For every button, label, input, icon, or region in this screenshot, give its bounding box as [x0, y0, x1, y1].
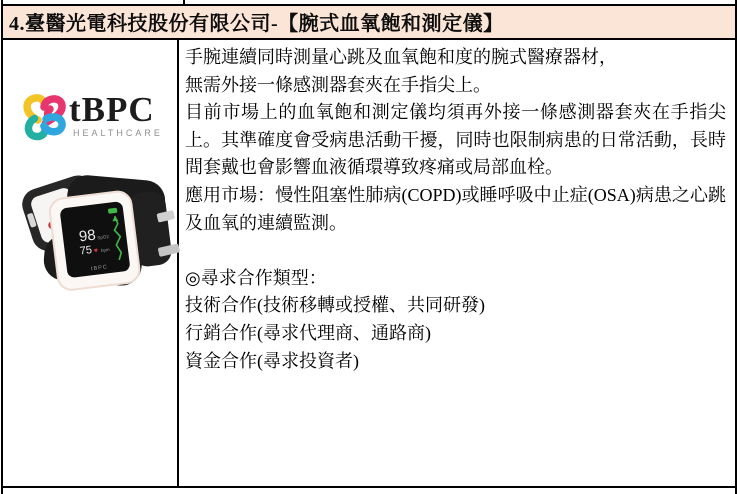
- text-line: 無需外接一條感測器套夾在手指尖上。: [185, 74, 491, 95]
- table-header-row: [3, 4, 735, 40]
- text-line: 及血氧的連續監測。: [185, 212, 347, 233]
- company-logo: [17, 88, 167, 183]
- cooperation-item: 資金合作(尋求投資者): [185, 350, 359, 371]
- spo2-value: 98: [78, 226, 97, 246]
- logo-subtitle-text: HEALTHCARE: [73, 128, 163, 138]
- heart-icon: ♥: [93, 246, 99, 255]
- device-photo: [15, 170, 183, 292]
- pulse-value: 75: [79, 244, 93, 258]
- description-cell: [179, 40, 735, 486]
- header-title: 4.臺醫光電科技股份有限公司-【腕式血氧飽和測定儀】: [9, 12, 504, 35]
- cooperation-heading: ◎尋求合作類型：: [185, 267, 327, 288]
- spo2-unit-label: SpO2: [97, 233, 110, 241]
- logo-brand-text: tBPC: [69, 90, 155, 129]
- cooperation-item: 技術合作(技術移轉或授權、共同研發): [185, 295, 485, 316]
- text-line: 應用市場：慢性阻塞性肺病(COPD)或睡呼吸中止症(OSA)病患之心跳: [185, 184, 726, 205]
- table-body-row: [3, 40, 735, 486]
- row-bottom-border: [3, 486, 735, 488]
- table-right-border: [735, 0, 737, 494]
- logo-hearts-icon: [19, 90, 69, 142]
- text-line: 上。其準確度會受病患活動干擾，同時也限制病患的日常活動，長時: [185, 129, 726, 150]
- image-cell: [3, 40, 179, 486]
- pulse-unit-label: bpm: [100, 246, 110, 253]
- cooperation-item: 行銷合作(尋求代理商、通路商): [185, 322, 431, 343]
- device-brand-label: tBPC: [90, 264, 109, 273]
- text-line: 間套戴也會影響血液循環導致疼痛或局部血栓。: [185, 157, 563, 178]
- text-line: 目前市場上的血氧飽和測定儀均須再外接一條感測器套夾在手指尖: [185, 102, 726, 123]
- text-line-blank: [185, 237, 726, 265]
- text-line: 手腕連續同時測量心跳及血氧飽和度的腕式醫療器材，: [185, 47, 617, 67]
